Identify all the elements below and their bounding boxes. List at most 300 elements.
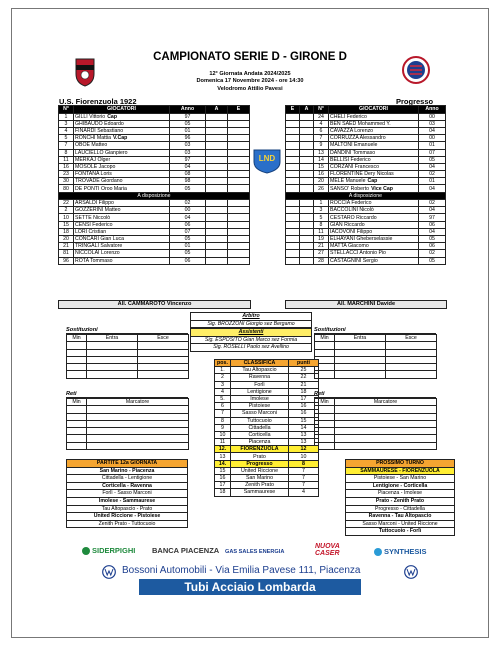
player-number: 11 (314, 228, 329, 235)
empty-cell (87, 342, 138, 349)
player-name (329, 142, 419, 149)
player-year: 05 (419, 235, 446, 242)
sponsor-banca: BANCA PIACENZA (152, 546, 220, 555)
player-a (206, 185, 228, 192)
player-e (286, 200, 300, 207)
player-name (74, 185, 170, 192)
player-number: 15 (314, 163, 329, 170)
player-year: 05 (419, 156, 446, 163)
player-a (300, 250, 314, 257)
empty-cell (335, 349, 386, 356)
synthesis-icon (374, 548, 382, 556)
empty-cell (87, 349, 138, 356)
home-goals-panel (66, 391, 188, 450)
player-year: 00 (419, 135, 446, 142)
player-year: 04 (419, 163, 446, 170)
player-e (228, 156, 250, 163)
player-number: 27 (314, 250, 329, 257)
goal-row (315, 420, 437, 427)
player-e (228, 250, 250, 257)
player-year: 07 (170, 228, 206, 235)
empty-cell (315, 349, 335, 356)
goal-row (315, 428, 437, 435)
player-row (286, 135, 446, 142)
standings-team: Tuttocuoio (231, 417, 289, 424)
player-number: 1 (59, 113, 74, 120)
player-e (286, 113, 300, 120)
home-subs-title: Sostituzioni (66, 327, 188, 334)
empty-cell (67, 406, 87, 413)
player-e (228, 135, 250, 142)
player-name (329, 113, 419, 120)
standings-row (215, 388, 319, 395)
standings-team: Ravenna (231, 374, 289, 381)
standings-pos: 1. (215, 367, 231, 374)
player-a (206, 142, 228, 149)
player-number: 4 (59, 127, 74, 134)
player-e (286, 185, 300, 192)
empty-cell (335, 442, 437, 449)
player-a (206, 214, 228, 221)
empty-cell (87, 356, 138, 363)
sub-row (315, 342, 437, 349)
goal-row (67, 406, 189, 413)
player-year: 04 (170, 214, 206, 221)
empty-cell (335, 342, 386, 349)
player-row (59, 163, 250, 170)
empty-cell (67, 342, 87, 349)
player-year: 97 (170, 113, 206, 120)
player-year: 01 (170, 127, 206, 134)
empty-cell (386, 371, 437, 378)
sub-row (67, 371, 189, 378)
player-number: 23 (59, 171, 74, 178)
player-name-text: LAUCIELLO Gianpiero (75, 149, 128, 156)
empty-cell (87, 435, 189, 442)
player-name-text: MALTONI Emanuele (330, 142, 378, 149)
empty-cell (386, 342, 437, 349)
player-name: CESTARO Riccardo (329, 214, 419, 221)
home-lineup-header (59, 106, 250, 114)
empty-cell (87, 406, 189, 413)
player-year: 05 (170, 235, 206, 242)
fixture-row: Tuttocuoio - Forlì (345, 528, 455, 536)
player-name (74, 171, 170, 178)
standings-team: Zenith Prato (231, 482, 289, 489)
home-subs-table (66, 334, 189, 379)
player-a (206, 149, 228, 156)
player-e (228, 113, 250, 120)
bench-header (286, 192, 446, 199)
officials-panel (190, 312, 312, 352)
empty-cell (87, 413, 189, 420)
standings-row (215, 374, 319, 381)
empty-cell (138, 371, 189, 378)
empty-cell (87, 371, 138, 378)
bench-row (286, 250, 446, 257)
goals-min-header: Min (315, 399, 335, 406)
standings-team: Corticella (231, 431, 289, 438)
player-a (300, 163, 314, 170)
col-a: A (206, 106, 228, 114)
player-name (329, 163, 419, 170)
player-a (300, 207, 314, 214)
player-year: 02 (419, 250, 446, 257)
player-a (300, 142, 314, 149)
player-e (286, 207, 300, 214)
player-e (286, 214, 300, 221)
fixture-row: Ravenna - Tau Altopascio (345, 513, 455, 521)
player-e (286, 243, 300, 250)
player-year: 04 (419, 127, 446, 134)
player-name (329, 127, 419, 134)
standings-team: Piacenza (231, 439, 289, 446)
player-number: 5 (59, 135, 74, 142)
player-a (300, 235, 314, 242)
player-e (286, 135, 300, 142)
player-year: 00 (419, 113, 446, 120)
player-e (228, 243, 250, 250)
player-name: GOZZERINI Matteo (74, 207, 170, 214)
player-year: 08 (170, 171, 206, 178)
player-year: 03 (170, 149, 206, 156)
standings-pos: 3 (215, 381, 231, 388)
player-a (206, 178, 228, 185)
away-goals-table (314, 398, 437, 450)
bench-row (59, 257, 250, 264)
empty-cell (87, 364, 138, 371)
player-row (59, 120, 250, 127)
bench-header (59, 192, 250, 199)
bench-row (286, 243, 446, 250)
player-a (206, 127, 228, 134)
vw-logo-icon (102, 565, 116, 579)
player-a (300, 221, 314, 228)
empty-cell (386, 356, 437, 363)
empty-cell (138, 356, 189, 363)
player-number: 8 (59, 149, 74, 156)
standings-pos: 14. (215, 460, 231, 467)
player-number: 18 (59, 228, 74, 235)
away-subs-title: Sostituzioni (314, 327, 436, 334)
player-a (300, 127, 314, 134)
col-year: Anno (419, 106, 446, 114)
fixture-row: Corticella - Ravenna (66, 483, 188, 491)
standings-pos: 8 (215, 417, 231, 424)
fixture-row: United Riccione - Pistoiese (66, 513, 188, 521)
standings-points: 8 (289, 460, 319, 467)
standings-team: Pistoiese (231, 403, 289, 410)
standings-pos: 7 (215, 410, 231, 417)
empty-cell (67, 413, 87, 420)
assistant-2: Sig. ROSELLI Paolo sez Avellino (190, 344, 312, 352)
empty-cell (67, 442, 87, 449)
away-lineup-table (285, 105, 446, 265)
player-name: STELLACCI Antonio Pio (329, 250, 419, 257)
player-e (286, 221, 300, 228)
subs-min-header: Min (67, 335, 87, 342)
player-name (329, 120, 419, 127)
player-name (74, 120, 170, 127)
standings-row (215, 439, 319, 446)
bench-row (59, 250, 250, 257)
player-name-text: CHELI Federico (330, 113, 367, 120)
player-row (59, 171, 250, 178)
player-a (300, 200, 314, 207)
player-number: 96 (59, 257, 74, 264)
standings-points: 7 (289, 475, 319, 482)
captain-tag: Cap (367, 178, 378, 185)
player-a (206, 257, 228, 264)
player-number: 26 (314, 185, 329, 192)
standings-pos: 2 (215, 374, 231, 381)
sub-row (67, 364, 189, 371)
player-name-text: FINARDI Sebastiano (75, 128, 124, 135)
standings-pos: 12. (215, 446, 231, 453)
player-number: 2 (59, 207, 74, 214)
standings-pos: 5. (215, 395, 231, 402)
standings-pos: 11 (215, 439, 231, 446)
goals-min-header: Min (67, 399, 87, 406)
player-e (286, 142, 300, 149)
away-subs-panel (314, 327, 436, 379)
player-number: 11 (59, 156, 74, 163)
empty-cell (386, 364, 437, 371)
referee-name: Sig. BROZZONI Giorgio sez Bergamo (190, 321, 312, 329)
empty-cell (67, 428, 87, 435)
standings-row (215, 453, 319, 460)
standings-row (215, 475, 319, 482)
sponsor-tubi-banner (139, 579, 361, 595)
subs-out-header: Esce (386, 335, 437, 342)
bench-row (59, 221, 250, 228)
player-year: 01 (419, 142, 446, 149)
player-row (286, 185, 446, 192)
standings-row (215, 410, 319, 417)
player-name (329, 185, 419, 192)
standings-row (215, 460, 319, 467)
standings-team: Forlì (231, 381, 289, 388)
vw-logo-icon (404, 565, 418, 579)
standings-team: San Marino (231, 475, 289, 482)
sub-row (67, 356, 189, 363)
bench-label: A disposizione (59, 192, 250, 199)
player-year: 02 (419, 171, 446, 178)
away-lineup-header (286, 106, 446, 114)
player-year: 05 (170, 120, 206, 127)
bench-row (286, 257, 446, 264)
standings-team: Cittadella (231, 424, 289, 431)
player-name-text: BELLISI Federico (330, 156, 371, 163)
goals-scorer-header: Marcatore (87, 399, 189, 406)
sub-row (67, 342, 189, 349)
player-name (329, 135, 419, 142)
goals-scorer-header: Marcatore (335, 399, 437, 406)
player-a (300, 171, 314, 178)
sub-row (315, 371, 437, 378)
standings-row (215, 424, 319, 431)
player-a (300, 120, 314, 127)
fixture-row: Cittadella - Lentigione (66, 475, 188, 483)
standings-team: United Riccione (231, 467, 289, 474)
siderpighi-icon (82, 547, 90, 555)
player-number: 3 (314, 207, 329, 214)
player-name-text: SANSO' Roberto (330, 185, 370, 192)
fixture-row: Prato - Zenith Prato (345, 498, 455, 506)
empty-cell (67, 349, 87, 356)
fixture-row: Piacenza - Imolese (345, 490, 455, 498)
player-name: CONCARI Gian Luca (74, 235, 170, 242)
goal-row (315, 406, 437, 413)
player-a (300, 185, 314, 192)
standings-team: Sammaurese (231, 489, 289, 496)
sub-row (315, 364, 437, 371)
goal-row (67, 413, 189, 420)
player-e (228, 171, 250, 178)
bench-label: A disposizione (286, 192, 446, 199)
player-e (228, 127, 250, 134)
page-title: CAMPIONATO SERIE D - GIRONE D (153, 51, 347, 63)
col-a: A (300, 106, 314, 114)
player-a (300, 243, 314, 250)
standings-pos: 10 (215, 431, 231, 438)
player-a (300, 228, 314, 235)
standings-team: Progresso (231, 460, 289, 467)
player-number: 14 (314, 156, 329, 163)
bench-row (59, 207, 250, 214)
player-row (286, 142, 446, 149)
player-number: 24 (314, 113, 329, 120)
col-players: GIOCATORI (74, 106, 170, 114)
empty-cell (67, 356, 87, 363)
fixture-row: Lentigione - Corticella (345, 483, 455, 491)
player-name (74, 163, 170, 170)
sponsor-siderpighi-name: SIDERPIGHI (92, 546, 136, 555)
player-row (59, 113, 250, 120)
standings-points: 18 (289, 388, 319, 395)
fixture-row: Sasso Marconi - United Riccione (345, 521, 455, 529)
captain-tag: Vice Cap (371, 185, 393, 192)
player-name-text: FLORENTINE Dery Nicolas (330, 171, 394, 178)
player-year: 97 (419, 214, 446, 221)
player-number: 16 (314, 171, 329, 178)
player-e (286, 228, 300, 235)
player-a (206, 200, 228, 207)
col-e: E (228, 106, 250, 114)
home-team-name: U.S. Fiorenzuola 1922 (59, 97, 137, 106)
player-name (74, 113, 170, 120)
player-name-text: DE PONTI Oroo Maria (75, 185, 127, 192)
standings-points: 7 (289, 482, 319, 489)
matches-today-title: PARTITE 12a GIORNATA (66, 459, 188, 468)
bench-row (59, 243, 250, 250)
player-name: SETTE Niccolò (74, 214, 170, 221)
standings-row (215, 367, 319, 374)
player-a (206, 163, 228, 170)
player-row (286, 178, 446, 185)
standings-points: 25 (289, 367, 319, 374)
empty-cell (335, 428, 437, 435)
player-name-text: BEN SAED Mohammed Y. (330, 120, 391, 127)
standings-team: Lentigione (231, 388, 289, 395)
player-e (286, 171, 300, 178)
player-year: 07 (419, 149, 446, 156)
player-year: 03 (419, 120, 446, 127)
player-row (59, 156, 250, 163)
player-name (74, 149, 170, 156)
player-name (329, 178, 419, 185)
player-e (228, 149, 250, 156)
standings-team: Imolese (231, 395, 289, 402)
player-name: NICCOLAI Lorenzo (74, 250, 170, 257)
match-date: Domenica 17 Novembre 2024 - ore 14:30 (196, 78, 304, 84)
bench-row (59, 214, 250, 221)
standings-points: 10 (289, 453, 319, 460)
player-name-text: FONTANA Loris (75, 171, 112, 178)
standings-row (215, 446, 319, 453)
player-row (286, 171, 446, 178)
col-e: E (286, 106, 300, 114)
standings-row (215, 395, 319, 402)
player-a (206, 156, 228, 163)
player-a (206, 171, 228, 178)
standings-row (215, 482, 319, 489)
player-name-text: MOSOLE Jacopo (75, 164, 116, 170)
player-e (286, 235, 300, 242)
home-goals-table (66, 398, 189, 450)
player-e (228, 228, 250, 235)
player-name: ROCCIA Federico (329, 200, 419, 207)
player-number: 1 (314, 200, 329, 207)
player-name-text: CORRUZZA Alessandro (330, 135, 386, 142)
next-round-title: PROSSIMO TURNO (345, 459, 455, 468)
player-name-text: CAVAZZA Lorenzo (330, 128, 374, 135)
player-year: 01 (170, 243, 206, 250)
player-number: 8 (314, 221, 329, 228)
player-number: 3 (59, 120, 74, 127)
bench-row (286, 200, 446, 207)
player-e (286, 163, 300, 170)
home-coach: All. CAMMAROTO Vincenzo (58, 300, 251, 309)
empty-cell (315, 342, 335, 349)
empty-cell (67, 371, 87, 378)
player-e (286, 178, 300, 185)
fixture-row: Pistoiese - San Marino (345, 475, 455, 483)
captain-tag: Cap (107, 113, 117, 120)
subs-in-header: Entra (335, 335, 386, 342)
standings-team: Tau Altopascio (231, 367, 289, 374)
player-e (286, 149, 300, 156)
matchday-sheet (11, 8, 489, 638)
sponsor-synthesis (374, 547, 427, 556)
player-number: 5 (314, 214, 329, 221)
bench-row (286, 228, 446, 235)
player-name-text: DANDINI Tommaso (330, 149, 376, 156)
player-a (206, 207, 228, 214)
standings-row (215, 431, 319, 438)
player-row (59, 142, 250, 149)
sponsor-siderpighi (82, 546, 135, 555)
empty-cell (138, 364, 189, 371)
player-a (300, 257, 314, 264)
standings-pos: 17 (215, 482, 231, 489)
player-row (59, 178, 250, 185)
empty-cell (87, 420, 189, 427)
player-name: BACCOLINI Nicolò (329, 207, 419, 214)
player-name (74, 142, 170, 149)
player-year: 97 (170, 156, 206, 163)
player-name (329, 171, 419, 178)
